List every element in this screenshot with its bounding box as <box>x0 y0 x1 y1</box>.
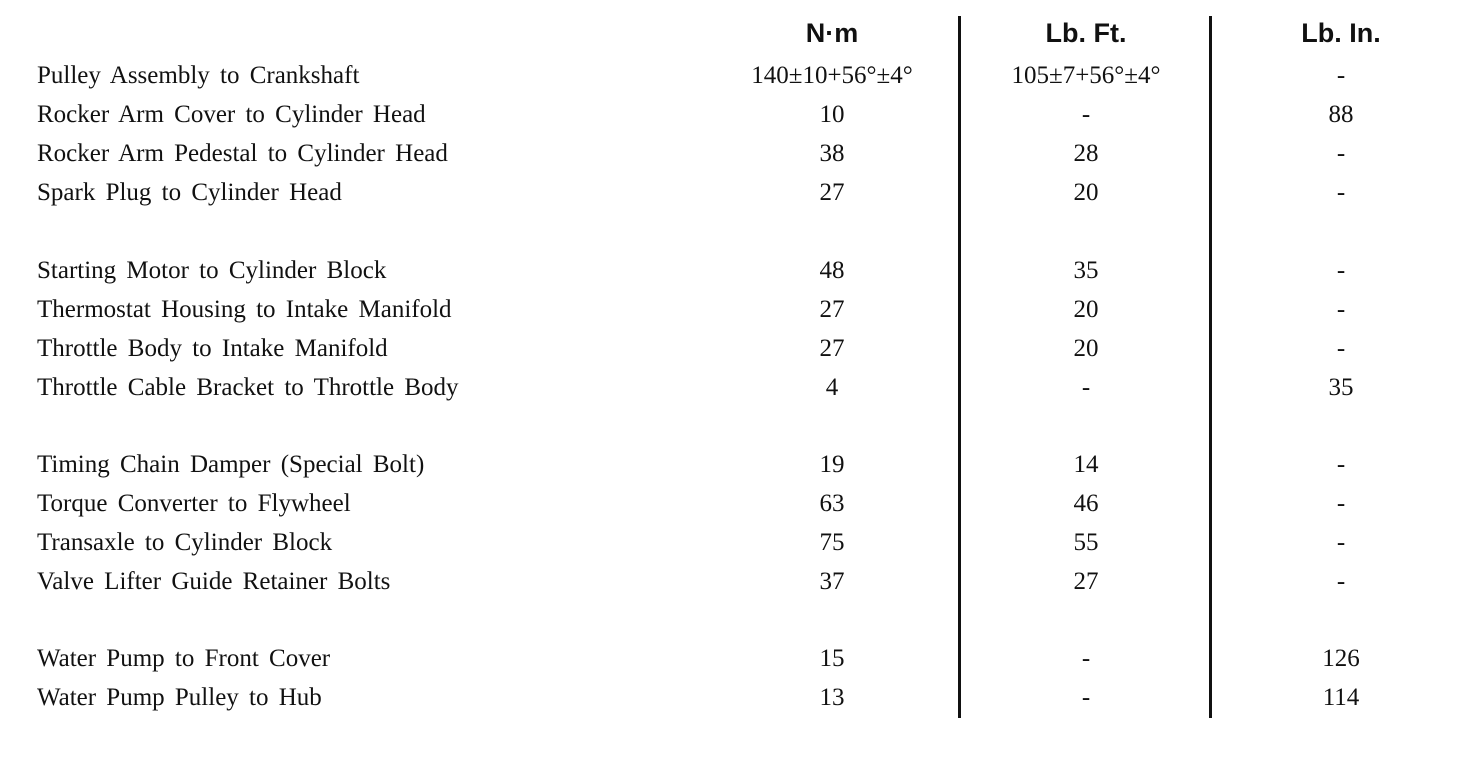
row-value-nm: 27 <box>819 335 845 362</box>
row-value-lbft: 28 <box>1073 140 1099 167</box>
row-item-label: Pulley Assembly to Crankshaft <box>37 62 360 89</box>
table-row <box>0 485 1472 523</box>
row-value-lbin: - <box>1336 490 1346 517</box>
row-item-label: Starting Motor to Cylinder Block <box>37 257 387 284</box>
row-value-lbft: 14 <box>1073 451 1099 478</box>
row-value-lbin: - <box>1336 451 1346 478</box>
row-item-label: Valve Lifter Guide Retainer Bolts <box>37 568 391 595</box>
table-row <box>0 96 1472 134</box>
table-row <box>0 640 1472 678</box>
table-row <box>0 563 1472 601</box>
table-row <box>0 135 1472 173</box>
row-value-lbin: 88 <box>1328 101 1354 128</box>
row-value-nm: 48 <box>819 257 845 284</box>
row-value-nm: 27 <box>819 179 845 206</box>
table-row <box>0 252 1472 290</box>
row-value-lbin: - <box>1336 179 1346 206</box>
row-item-label: Torque Converter to Flywheel <box>37 490 351 517</box>
header-nm: N·m <box>805 18 859 48</box>
row-item-label: Rocker Arm Cover to Cylinder Head <box>37 101 426 128</box>
row-value-nm: 19 <box>819 451 845 478</box>
row-item-label: Throttle Body to Intake Manifold <box>37 335 388 362</box>
row-value-nm: 13 <box>819 684 845 711</box>
row-value-nm: 37 <box>819 568 845 595</box>
row-value-nm: 15 <box>819 645 845 672</box>
row-value-nm: 63 <box>819 490 845 517</box>
row-value-lbft: 20 <box>1073 179 1099 206</box>
row-value-nm: 10 <box>819 101 845 128</box>
table-row <box>0 57 1472 95</box>
row-value-nm: 140±10+56°±4° <box>751 62 913 89</box>
row-value-lbft: - <box>1081 645 1091 672</box>
table-row <box>0 446 1472 484</box>
row-item-label: Spark Plug to Cylinder Head <box>37 179 342 206</box>
row-value-lbin: 126 <box>1322 645 1360 672</box>
row-value-lbin: - <box>1336 529 1346 556</box>
table-row <box>0 174 1472 212</box>
table-row <box>0 330 1472 368</box>
row-value-nm: 38 <box>819 140 845 167</box>
table-row <box>0 524 1472 562</box>
row-value-nm: 75 <box>819 529 845 556</box>
row-value-lbin: - <box>1336 140 1346 167</box>
row-value-lbin: 35 <box>1328 374 1354 401</box>
table-row <box>0 291 1472 329</box>
row-value-lbin: - <box>1336 62 1346 89</box>
row-value-lbft: - <box>1081 684 1091 711</box>
row-item-label: Thermostat Housing to Intake Manifold <box>37 296 452 323</box>
row-value-lbft: - <box>1081 374 1091 401</box>
row-value-lbft: 27 <box>1073 568 1099 595</box>
row-item-label: Water Pump to Front Cover <box>37 645 331 672</box>
row-value-lbft: 55 <box>1073 529 1099 556</box>
row-value-lbin: 114 <box>1322 684 1360 711</box>
row-value-lbft: 46 <box>1073 490 1099 517</box>
row-item-label: Timing Chain Damper (Special Bolt) <box>37 451 425 478</box>
table-row <box>0 679 1472 717</box>
row-item-label: Water Pump Pulley to Hub <box>37 684 322 711</box>
row-item-label: Transaxle to Cylinder Block <box>37 529 333 556</box>
row-value-lbft: - <box>1081 101 1091 128</box>
row-value-nm: 4 <box>825 374 839 401</box>
row-value-lbft: 35 <box>1073 257 1099 284</box>
row-item-label: Throttle Cable Bracket to Throttle Body <box>37 374 459 401</box>
row-value-lbft: 20 <box>1073 335 1099 362</box>
row-value-lbin: - <box>1336 568 1346 595</box>
row-value-lbft: 20 <box>1073 296 1099 323</box>
row-value-nm: 27 <box>819 296 845 323</box>
row-value-lbft: 105±7+56°±4° <box>1011 62 1161 89</box>
table-row <box>0 369 1472 407</box>
header-lbft: Lb. Ft. <box>1045 18 1127 48</box>
row-value-lbin: - <box>1336 335 1346 362</box>
row-item-label: Rocker Arm Pedestal to Cylinder Head <box>37 140 448 167</box>
row-value-lbin: - <box>1336 257 1346 284</box>
row-value-lbin: - <box>1336 296 1346 323</box>
header-lbin: Lb. In. <box>1301 18 1381 48</box>
